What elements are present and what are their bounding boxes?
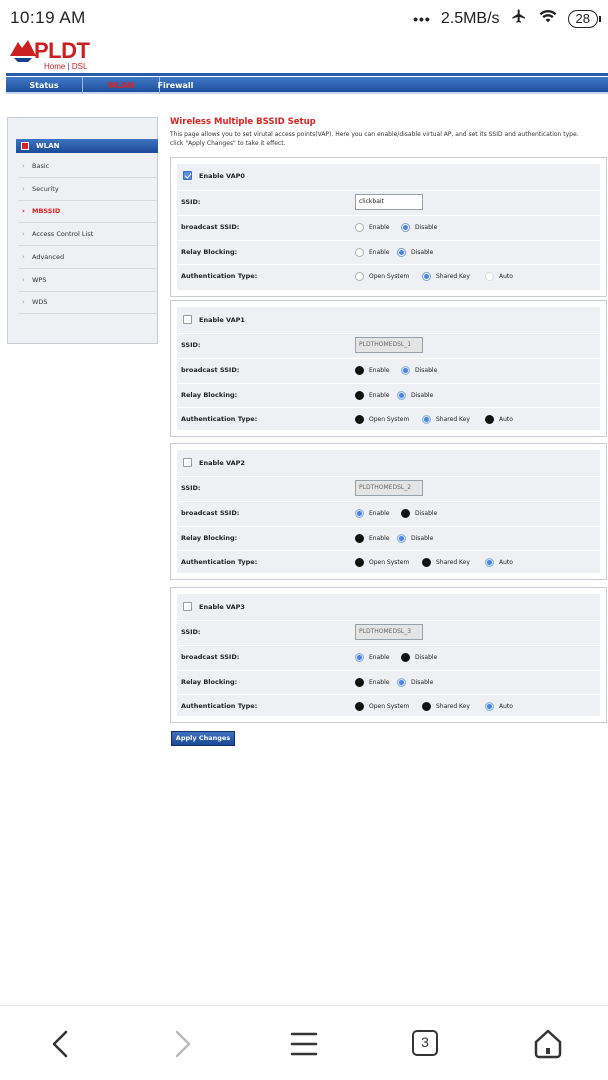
caret-right-icon: › [22,298,25,306]
radio-icon [401,509,410,518]
radio-label: Enable [369,510,390,517]
radio-icon [355,558,364,567]
arrow-right-icon [21,142,29,150]
sidebar-item-mbssid[interactable] [18,201,158,223]
vap3-ssid-input[interactable]: PLDTHOMEDSL_3 [355,624,423,640]
radio-label: Disable [411,679,434,686]
vap1-relay-disable[interactable] [397,391,433,400]
sidebar-item-label: Access Control List [32,230,94,238]
vap-panel-1 [170,300,607,437]
vap0-enable-row [183,171,245,180]
radio-selected-icon [422,415,431,424]
broadcast-ssid-label: broadcast SSID: [181,366,240,374]
auth-type-label: Authentication Type: [181,415,258,423]
broadcast-ssid-label: broadcast SSID: [181,653,240,661]
vap2-auth-auto[interactable] [485,558,513,567]
radio-label: Shared Key [436,416,470,423]
vap2-enable-label: Enable VAP2 [199,458,245,467]
vap-panel-2 [170,443,607,580]
battery-icon: 28 [568,10,598,28]
sidebar-item-label: WPS [32,276,47,284]
radio-label: Open System [369,416,410,423]
radio-icon [355,415,364,424]
vap1-broadcast-disable[interactable] [401,366,437,375]
vap1-enable-row [183,315,245,324]
radio-selected-icon [422,272,431,281]
radio-label: Open System [369,559,410,566]
chevron-right-icon [164,1026,200,1062]
sidebar-item-label: Advanced [32,253,65,261]
caret-right-icon: › [22,276,25,284]
caret-right-icon: › [22,162,25,170]
page-title: Wireless Multiple BSSID Setup [170,117,316,127]
radio-icon [355,223,364,232]
vap2-relay-row [177,526,600,550]
radio-selected-icon [401,366,410,375]
ssid-label: SSID: [181,484,201,492]
home-icon [530,1026,566,1062]
vap2-auth-row [177,550,600,574]
radio-label: Enable [369,224,390,231]
radio-selected-icon [397,534,406,543]
hamburger-icon [286,1026,322,1062]
home-button[interactable] [530,1026,566,1062]
apply-changes-button[interactable]: Apply Changes [171,731,235,746]
back-button[interactable] [44,1026,80,1062]
radio-selected-icon [485,558,494,567]
broadcast-ssid-label: broadcast SSID: [181,223,240,231]
sidebar-header-label: WLAN [36,142,60,150]
caret-right-icon: › [22,185,25,193]
sidebar-item-access-control-list[interactable] [18,224,158,246]
radio-icon [485,272,494,281]
radio-icon [355,534,364,543]
radio-icon [355,248,364,257]
vap2-enable-checkbox[interactable] [183,458,192,467]
radio-label: Disable [411,535,434,542]
radio-label: Shared Key [436,703,470,710]
vap0-relay-enable[interactable] [355,248,389,257]
relay-blocking-label: Relay Blocking: [181,678,238,686]
radio-icon [485,415,494,424]
vap3-enable-row [183,602,245,611]
vap1-relay-row [177,383,600,407]
vap0-auth-row [177,264,600,288]
radio-label: Auto [499,273,513,280]
status-time: 10:19 AM [10,8,86,27]
radio-label: Auto [499,703,513,710]
wifi-icon [538,8,558,29]
radio-label: Enable [369,392,390,399]
vap1-broadcast-enable[interactable] [355,366,389,375]
sidebar-item-wds[interactable] [18,292,158,314]
tabs-button[interactable] [408,1026,444,1062]
vap3-auth-shared[interactable] [422,702,470,711]
vap1-relay-enable[interactable] [355,391,389,400]
airplane-icon [510,8,528,29]
vap0-relay-row [177,240,600,264]
radio-label: Disable [415,654,438,661]
radio-label: Enable [369,679,390,686]
sidebar-item-security[interactable] [18,179,158,201]
header-divider [6,73,608,76]
vap-panel-3 [170,587,607,723]
vap3-broadcast-disable[interactable] [401,653,437,662]
vap3-broadcast-row [177,645,600,669]
vap1-ssid-row [177,333,600,357]
vap1-enable-checkbox[interactable] [183,315,192,324]
forward-button[interactable] [164,1026,200,1062]
radio-label: Disable [415,367,438,374]
sidebar-item-advanced[interactable] [18,247,158,269]
status-dots: ••• [413,10,431,27]
sidebar [7,117,158,344]
radio-label: Disable [415,510,438,517]
page-description: This page allows you to set virutal access points(VAP). Here you can enable/disable virtual AP, and set its SSID and authentication type. click "Apply Changes" to take it effect. [170,131,579,147]
vap0-auth-auto[interactable] [485,272,513,281]
radio-icon [355,366,364,375]
vap-panel-inner [177,450,600,573]
chevron-left-icon [44,1026,80,1062]
vap3-relay-enable[interactable] [355,678,389,687]
tab-status[interactable]: Status [6,77,83,94]
radio-icon [401,653,410,662]
radio-label: Disable [415,224,438,231]
brand-name: PLDT [34,38,90,63]
browser-bottom-bar [0,1005,608,1080]
auth-type-label: Authentication Type: [181,702,258,710]
radio-label: Shared Key [436,559,470,566]
vap3-ssid-row [177,620,600,644]
vap3-enable-label: Enable VAP3 [199,602,245,611]
ssid-label: SSID: [181,341,201,349]
vap0-auth-open[interactable] [355,272,409,281]
vap0-broadcast-row [177,215,600,239]
relay-blocking-label: Relay Blocking: [181,534,238,542]
brand-sub-home: Home [44,62,66,71]
sidebar-item-wps[interactable] [18,270,158,292]
brand-sub-sep: | [65,62,72,71]
radio-label: Enable [369,367,390,374]
vap2-broadcast-enable[interactable] [355,509,389,518]
vap1-ssid-input[interactable]: PLDTHOMEDSL_1 [355,337,423,353]
sidebar-header-wlan[interactable] [16,139,158,153]
status-bar [0,0,608,36]
tab-firewall[interactable]: Firewall [157,81,194,90]
vap0-ssid-row [177,190,600,214]
radio-icon [422,702,431,711]
radio-label: Enable [369,654,390,661]
vap0-broadcast-disable[interactable] [401,223,437,232]
radio-selected-icon [397,248,406,257]
radio-icon [355,272,364,281]
vap-panel-inner [177,307,600,430]
vap1-auth-open[interactable] [355,415,409,424]
radio-selected-icon [397,391,406,400]
vap1-auth-row [177,407,600,431]
vap0-ssid-input[interactable]: clickbait [355,194,423,210]
status-speed: 2.5MB/s [440,9,500,27]
vap0-enable-label: Enable VAP0 [199,171,245,180]
vap2-enable-row [183,458,245,467]
radio-label: Disable [411,249,434,256]
radio-selected-icon [397,678,406,687]
sidebar-item-label: WDS [32,298,48,306]
sidebar-item-label: MBSSID [32,207,61,215]
relay-blocking-label: Relay Blocking: [181,248,238,256]
vap2-auth-open[interactable] [355,558,409,567]
vap-panel-0 [170,157,607,297]
ssid-label: SSID: [181,198,201,206]
vap2-ssid-row [177,476,600,500]
vap2-broadcast-disable[interactable] [401,509,437,518]
vap0-enable-checkbox[interactable] [183,171,192,180]
ssid-label: SSID: [181,628,201,636]
vap3-auth-row [177,694,600,718]
brand-sub [44,62,87,71]
vap1-broadcast-row [177,358,600,382]
vap2-relay-enable[interactable] [355,534,389,543]
radio-selected-icon [485,702,494,711]
radio-label: Enable [369,535,390,542]
menu-button[interactable] [286,1026,322,1062]
brand-sub-dsl: DSL [71,62,88,71]
vap3-enable-checkbox[interactable] [183,602,192,611]
radio-icon [355,678,364,687]
vap-panel-inner [177,164,600,290]
vap1-auth-shared[interactable] [422,415,470,424]
tab-wlan[interactable]: WLAN [83,77,160,94]
radio-icon [355,702,364,711]
radio-label: Enable [369,249,390,256]
pldt-logo [8,38,108,72]
vap-panel-inner [177,594,600,716]
vap3-auth-auto[interactable] [485,702,513,711]
radio-selected-icon [355,509,364,518]
radio-label: Auto [499,416,513,423]
vap0-relay-disable[interactable] [397,248,433,257]
radio-icon [422,558,431,567]
auth-type-label: Authentication Type: [181,558,258,566]
status-right [413,8,598,29]
radio-selected-icon [401,223,410,232]
radio-label: Disable [411,392,434,399]
sidebar-item-label: Basic [32,162,50,170]
vap3-auth-open[interactable] [355,702,409,711]
vap1-auth-auto[interactable] [485,415,513,424]
auth-type-label: Authentication Type: [181,272,258,280]
vap2-auth-shared[interactable] [422,558,470,567]
top-nav [6,77,608,94]
relay-blocking-label: Relay Blocking: [181,391,238,399]
radio-label: Auto [499,559,513,566]
radio-label: Shared Key [436,273,470,280]
vap2-ssid-input[interactable]: PLDTHOMEDSL_2 [355,480,423,496]
radio-label: Open System [369,703,410,710]
sidebar-item-basic[interactable] [18,156,158,178]
vap3-relay-row [177,670,600,694]
vap3-broadcast-enable[interactable] [355,653,389,662]
radio-icon [355,391,364,400]
vap0-broadcast-enable[interactable] [355,223,389,232]
tab-count: 3 [412,1030,438,1056]
radio-selected-icon [355,653,364,662]
sidebar-item-label: Security [32,185,59,193]
caret-right-icon: › [22,253,25,261]
vap3-relay-disable[interactable] [397,678,433,687]
vap0-auth-shared[interactable] [422,272,470,281]
caret-right-icon: › [22,230,25,238]
radio-label: Open System [369,273,410,280]
vap2-broadcast-row [177,501,600,525]
broadcast-ssid-label: broadcast SSID: [181,509,240,517]
vap2-relay-disable[interactable] [397,534,433,543]
vap1-enable-label: Enable VAP1 [199,315,245,324]
caret-right-icon: › [22,207,25,215]
